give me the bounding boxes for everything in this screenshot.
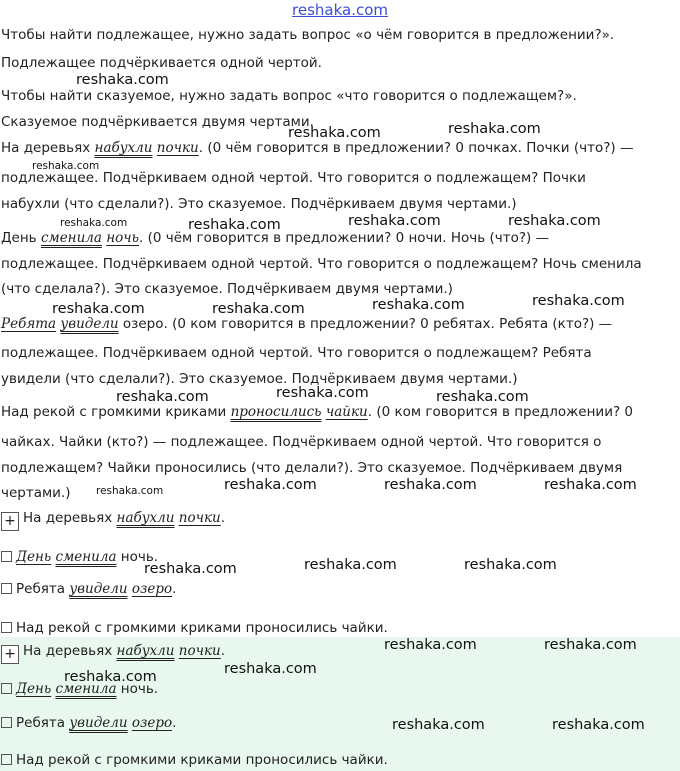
subject: ночь [106,230,139,246]
text: . [220,510,226,526]
watermark: reshaka.com [212,301,305,317]
checkbox-icon[interactable] [1,551,12,562]
example-4-line-1 [1,404,633,420]
example-4-line-2: чайках. Чайки (кто?) — подлежащее. Подчёркиваем одной чертой. Что говорится о [1,434,602,450]
text: На деревьях [23,510,117,526]
checkbox-icon[interactable] [1,683,12,694]
watermark: reshaka.com [464,557,557,573]
option-4[interactable] [1,620,388,636]
text: На деревьях [1,140,95,156]
watermark: reshaka.com [76,72,169,88]
answer-option-3[interactable] [1,715,176,731]
subject: День [16,681,52,697]
predicate: сменила [40,230,102,246]
example-1-line-1 [1,140,633,156]
watermark: reshaka.com [544,477,637,493]
text: День [1,230,41,246]
watermark: reshaka.com [60,217,128,229]
plus-icon[interactable]: + [1,645,19,664]
watermark: reshaka.com [188,217,281,233]
watermark: reshaka.com [52,301,145,317]
example-1-line-3: набухли (что сделали?). Это сказуемое. Подчёркиваем двумя чертами.) [1,196,517,212]
watermark: reshaka.com [392,717,485,733]
watermark: reshaka.com [348,213,441,229]
predicate: набухли [94,140,153,156]
option-2[interactable] [1,549,158,565]
example-2-line-3: (что сделала?). Это сказуемое. Подчёркиваем двумя чертами.) [1,281,453,297]
subject: почки [178,643,221,659]
watermark: reshaka.com [508,213,601,229]
subject: почки [178,510,221,526]
text: Над рекой с громкими криками проносились чайки. [16,620,388,636]
predicate: увидели [69,715,128,731]
predicate: набухли [116,643,175,659]
checkbox-icon[interactable] [1,622,12,633]
watermark: reshaka.com [96,485,164,497]
subject: День [16,549,52,565]
example-3-line-2: подлежащее. Подчёркиваем одной чертой. Что говорится о подлежащем? Ребята [1,345,592,361]
watermark: reshaka.com [304,557,397,573]
text: Над рекой с громкими криками [1,404,231,420]
object: озеро [131,581,173,597]
subject: почки [156,140,199,156]
predicate: сменила [55,681,117,697]
checkbox-icon[interactable] [1,754,12,765]
watermark: reshaka.com [384,477,477,493]
rule-subject-underline: Подлежащее подчёркивается одной чертой. [1,55,322,71]
watermark: reshaka.com [64,669,157,685]
watermark: reshaka.com [116,389,209,405]
text: Ребята [16,581,70,597]
text: . (0 чём говорится в предложении? 0 ночи. Ночь (что?) — [139,230,550,246]
option-1[interactable] [1,510,225,531]
watermark: reshaka.com [144,561,237,577]
watermark: reshaka.com [552,717,645,733]
example-2-line-2: подлежащее. Подчёркиваем одной чертой. Что говорится о подлежащем? Ночь сменила [1,256,642,272]
watermark: reshaka.com [276,385,369,401]
predicate: проносились [230,404,322,420]
text: Ребята [16,715,70,731]
watermark: reshaka.com [32,160,100,172]
rule-predicate-underline: Сказуемое подчёркивается двумя чертами. [1,114,314,130]
text: ночь. [116,681,159,697]
checkbox-icon[interactable] [1,717,12,728]
checkbox-icon[interactable] [1,583,12,594]
text: На деревьях [23,643,117,659]
text: ночь. [116,549,159,565]
plus-icon[interactable]: + [1,512,19,531]
text: . [172,715,177,731]
watermark: reshaka.com [448,121,541,137]
example-4-line-4: чертами.) [1,485,71,501]
predicate: сменила [55,549,117,565]
watermark: reshaka.com [532,293,625,309]
predicate: увидели [60,316,119,332]
example-3-line-3: увидели (что сделали?). Это сказуемое. Подчёркиваем двумя чертами.) [1,371,518,387]
text: . [172,581,177,597]
subject: Ребята [1,316,57,332]
watermark: reshaka.com [384,637,477,653]
object: озеро [131,715,173,731]
text: . (0 ком говорится в предложении? 0 [367,404,634,420]
watermark: reshaka.com [544,637,637,653]
option-3[interactable] [1,581,176,597]
example-1-line-2: подлежащее. Подчёркиваем одной чертой. Что говорится о подлежащем? Почки [1,170,586,186]
predicate: увидели [69,581,128,597]
watermark: reshaka.com [224,477,317,493]
subject: чайки [325,404,368,420]
watermark: reshaka.com [436,389,529,405]
answer-option-1[interactable] [1,643,225,664]
watermark: reshaka.com [224,661,317,677]
example-4-line-3: подлежащем? Чайки проносились (что делали?). Это сказуемое. Подчёркиваем двумя [1,460,623,476]
text: . [220,643,226,659]
example-3-line-1 [1,316,612,332]
answer-option-4[interactable] [1,752,388,768]
watermark: reshaka.com [288,125,381,141]
rule-subject-question: Чтобы найти подлежащее, нужно задать вопрос «о чём говорится в предложении?». [1,27,615,43]
text: Над рекой с громкими криками проносились чайки. [16,752,388,768]
watermark: reshaka.com [372,297,465,313]
predicate: набухли [116,510,175,526]
site-link[interactable]: reshaka.com [292,1,388,19]
text: озеро. (0 ком говорится в предложении? 0 ребятах. Ребята (кто?) — [118,316,613,332]
rule-predicate-question: Чтобы найти сказуемое, нужно задать вопрос «что говорится о подлежащем?». [1,88,577,104]
text: . (0 чём говорится в предложении? 0 почках. Почки (что?) — [198,140,634,156]
